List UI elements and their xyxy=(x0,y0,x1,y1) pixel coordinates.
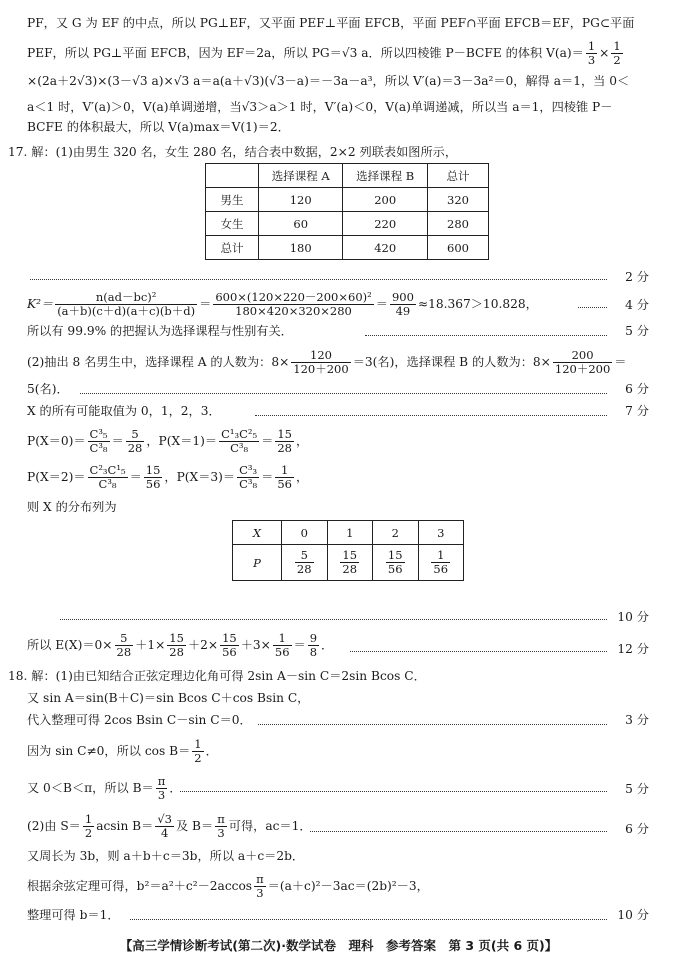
score-mark: 5 分 xyxy=(625,782,649,796)
table-cell: 220 xyxy=(343,212,428,236)
table-cell: X xyxy=(233,521,282,545)
score-mark: 4 分 xyxy=(625,298,649,312)
text-line: X 的所有可能取值为 0，1，2，3． xyxy=(27,404,221,418)
equals: ＝ xyxy=(111,434,124,448)
table-cell: 女生 xyxy=(206,212,259,236)
text-segment: ＝(a＋c)²－3ac＝(2b)²－3， xyxy=(267,879,429,893)
text-segment: P(X＝0)＝ xyxy=(27,434,86,448)
fraction: $\frac{\pi}{3}$ xyxy=(157,774,166,802)
text-segment: P(X＝2)＝ xyxy=(27,470,86,484)
text-line: BCFE 的体积最大，所以 V(a)max＝V(1)＝2． xyxy=(27,120,290,134)
text-segment: ＋1× xyxy=(135,638,166,652)
text-segment: ≈18.367＞10.828， xyxy=(417,297,538,311)
text-line xyxy=(27,775,677,802)
text-segment: (2)由 S＝ xyxy=(27,819,81,833)
equals: ＝ xyxy=(614,355,627,369)
table-cell: 120 xyxy=(259,188,343,212)
table-row xyxy=(206,188,489,212)
equals: ＝ xyxy=(199,297,212,311)
text-segment: ，P(X＝1)＝ xyxy=(146,434,218,448)
table-row xyxy=(206,236,489,260)
table-cell: 选择课程 B xyxy=(343,164,428,188)
fraction: $\frac{1}{2}$ xyxy=(194,737,202,765)
text-line: 整理可得 b＝1． xyxy=(27,908,120,922)
text-line: ×(2a＋2√3)×(3－√3 a)×√3 a＝a(a＋√3)(√3－a)＝－3a－a³，所以 V′(a)＝3－3a²＝0，解得 a＝1，当 0＜ xyxy=(27,74,630,88)
fraction: $\frac{15}{28}$ xyxy=(169,631,184,659)
table-cell: 0 xyxy=(282,521,328,545)
table-cell: 3 xyxy=(418,521,464,545)
text-segment: PEF，所以 PG⊥平面 EFCB，因为 EF＝2a，所以 PG＝√3 a．所以四棱锥 P－BCFE 的体积 V(a)＝ xyxy=(27,46,584,60)
text-segment: 因为 sin C≠0，所以 cos B＝ xyxy=(27,744,191,758)
k2-label: K²＝ xyxy=(27,297,54,311)
page-footer: 【高三学情诊断考试(第二次)·数学试卷 理科 参考答案 第 3 页(共 6 页)】 xyxy=(119,938,558,953)
table-cell xyxy=(206,164,259,188)
comma: ， xyxy=(295,470,309,484)
table-cell: 1 xyxy=(327,521,373,545)
question-17-title: 17. 解：(1)由男生 320 名，女生 280 名，结合表中数据，2×2 列联表如图所示， xyxy=(8,145,458,159)
table-cell: $\frac{1}{56}$ xyxy=(418,545,464,581)
table-row xyxy=(233,521,464,545)
text-line: 又 sin A＝sin(B＋C)＝sin Bcos C＋cos Bsin C， xyxy=(27,691,310,705)
equals: ＝ xyxy=(375,297,388,311)
probability-line xyxy=(27,464,677,491)
text-line xyxy=(27,873,677,900)
fraction: $\frac{15}{28}$ xyxy=(277,427,292,455)
score-mark: 10 分 xyxy=(617,610,649,624)
table-cell: 420 xyxy=(343,236,428,260)
table-cell: 280 xyxy=(428,212,489,236)
dotted-leader xyxy=(130,919,607,920)
fraction: $\frac{\text{C³₃}}{\text{C³₈}}$ xyxy=(239,463,258,491)
table-cell: 选择课程 A xyxy=(259,164,343,188)
table-cell: 2 xyxy=(373,521,419,545)
text-segment: 又 0＜B＜π，所以 B＝ xyxy=(27,781,154,795)
comma: ， xyxy=(295,434,309,448)
dotted-leader xyxy=(80,393,607,394)
text-segment: ＝3(名)，选择课程 B 的人数为：8× xyxy=(352,355,551,369)
text-line: 代入整理可得 2cos Bsin C－sin C＝0． xyxy=(27,713,252,727)
dotted-leader xyxy=(578,307,607,308)
fraction: $\frac{15}{56}$ xyxy=(222,631,237,659)
score-mark: 6 分 xyxy=(625,822,649,836)
table-cell: 600 xyxy=(428,236,489,260)
fraction: $\frac{5}{28}$ xyxy=(116,631,132,659)
equals: ＝ xyxy=(261,434,274,448)
k2-formula xyxy=(27,291,677,318)
fraction: $\frac{1}{56}$ xyxy=(274,631,290,659)
text-line xyxy=(27,40,677,67)
dotted-leader xyxy=(310,831,607,832)
fraction: $\frac{5}{28}$ xyxy=(127,427,143,455)
fraction: $\frac{1}{2}$ xyxy=(613,39,621,67)
score-mark: 6 分 xyxy=(625,382,649,396)
expectation-line xyxy=(27,632,677,659)
score-mark: 2 分 xyxy=(625,270,649,284)
fraction: $\frac{900}{49}$ xyxy=(391,290,414,318)
dotted-leader xyxy=(60,619,607,620)
equals: ＝ xyxy=(129,470,142,484)
fraction: $\frac{√3}{4}$ xyxy=(157,812,172,840)
fraction: $\frac{\pi}{3}$ xyxy=(217,812,225,840)
fraction: $\frac{\text{C¹₃C²₅}}{\text{C³₈}}$ xyxy=(221,427,258,455)
equals: ＝ xyxy=(293,638,306,652)
fraction: $\frac{1}{3}$ xyxy=(587,39,596,67)
table-cell: $\frac{15}{28}$ xyxy=(327,545,373,581)
table-cell: 总计 xyxy=(206,236,259,260)
text-line: PF，又 G 为 EF 的中点，所以 PG⊥EF，又平面 PEF⊥平面 EFCB，平面 PEF∩平面 EFCB＝EF，PG⊂平面 xyxy=(27,16,635,30)
fraction: $\frac{\text{C²₃C¹₅}}{\text{C³₈}}$ xyxy=(89,463,126,491)
text-line: 5(名)． xyxy=(27,382,69,396)
text-segment: 所以 E(X)＝0× xyxy=(27,638,113,652)
table-cell: P xyxy=(233,545,282,581)
dotted-leader xyxy=(350,651,607,652)
fraction: $\frac{120}{120+200}$ xyxy=(293,348,349,376)
table-cell: 男生 xyxy=(206,188,259,212)
fraction: $\frac{200}{120+200}$ xyxy=(554,348,611,376)
dotted-leader xyxy=(258,724,607,725)
text-line xyxy=(27,813,677,840)
equals: ＝ xyxy=(261,470,274,484)
table-cell: 总计 xyxy=(428,164,489,188)
dotted-leader xyxy=(180,791,607,792)
table-cell: 60 xyxy=(259,212,343,236)
text-line xyxy=(27,738,677,765)
fraction: $\frac{\pi}{3}$ xyxy=(256,872,264,900)
text-line: a＜1 时，V′(a)＞0，V(a)单调递增，当√3＞a＞1 时，V′(a)＜0，V(a)单调递减，所以当 a＝1，四棱锥 P－ xyxy=(27,100,613,114)
table-row xyxy=(206,212,489,236)
text-segment: acsin B＝ xyxy=(96,819,154,833)
score-mark: 12 分 xyxy=(617,642,649,656)
period: ． xyxy=(321,638,334,652)
fraction: $\frac{1}{2}$ xyxy=(84,812,93,840)
text-line: 又周长为 3b，则 a＋b＋c＝3b，所以 a＋c＝2b． xyxy=(27,849,305,863)
period: ． xyxy=(205,744,218,758)
table-cell: 320 xyxy=(428,188,489,212)
probability-line xyxy=(27,428,677,455)
fraction: $\frac{1}{56}$ xyxy=(277,463,292,491)
question-18-title: 18. 解：(1)由已知结合正弦定理边化角可得 2sin A－sin C＝2sin Bcos C． xyxy=(8,669,426,683)
table-row xyxy=(206,164,489,188)
text-segment: ＋2× xyxy=(187,638,219,652)
text-line xyxy=(27,349,677,376)
dotted-leader xyxy=(30,279,607,280)
text-segment: 根据余弦定理可得，b²＝a²＋c²－2accos xyxy=(27,879,253,893)
fraction: $\frac{\text{n(ad－bc)²}}{(a+b)(c+d)(a+c)(b+d)}$ xyxy=(57,290,196,318)
text-segment: 可得，ac＝1． xyxy=(228,819,312,833)
fraction: $\frac{\text{600×(120×220－200×60)²}}{180\times 420\times 320\times 280}$ xyxy=(215,290,372,318)
text-segment: (2)抽出 8 名男生中，选择课程 A 的人数为：8× xyxy=(27,355,290,369)
fraction: $\frac{\text{C³₅}}{\text{C³₈}}$ xyxy=(89,427,108,455)
text-segment: ＋3× xyxy=(240,638,271,652)
period: ． xyxy=(169,781,182,795)
distribution-table xyxy=(232,520,464,581)
contingency-table xyxy=(205,163,489,260)
text-segment: ，P(X＝3)＝ xyxy=(164,470,236,484)
score-mark: 7 分 xyxy=(625,404,649,418)
dotted-leader xyxy=(365,335,607,336)
text-line: 则 X 的分布列为 xyxy=(27,500,117,514)
table-cell: 180 xyxy=(259,236,343,260)
score-mark: 3 分 xyxy=(625,713,649,727)
text-line: 所以有 99.9% 的把握认为选择课程与性别有关． xyxy=(27,324,293,338)
fraction: $\frac{15}{56}$ xyxy=(145,463,161,491)
fraction: $\frac{9}{8}$ xyxy=(309,631,318,659)
score-mark: 10 分 xyxy=(617,908,649,922)
times-sign: × xyxy=(599,46,610,60)
text-segment: 及 B＝ xyxy=(175,819,214,833)
table-row xyxy=(233,545,464,581)
table-cell: $\frac{5}{28}$ xyxy=(282,545,328,581)
table-cell: $\frac{15}{56}$ xyxy=(373,545,419,581)
dotted-leader xyxy=(255,415,607,416)
table-cell: 200 xyxy=(343,188,428,212)
score-mark: 5 分 xyxy=(625,324,649,338)
